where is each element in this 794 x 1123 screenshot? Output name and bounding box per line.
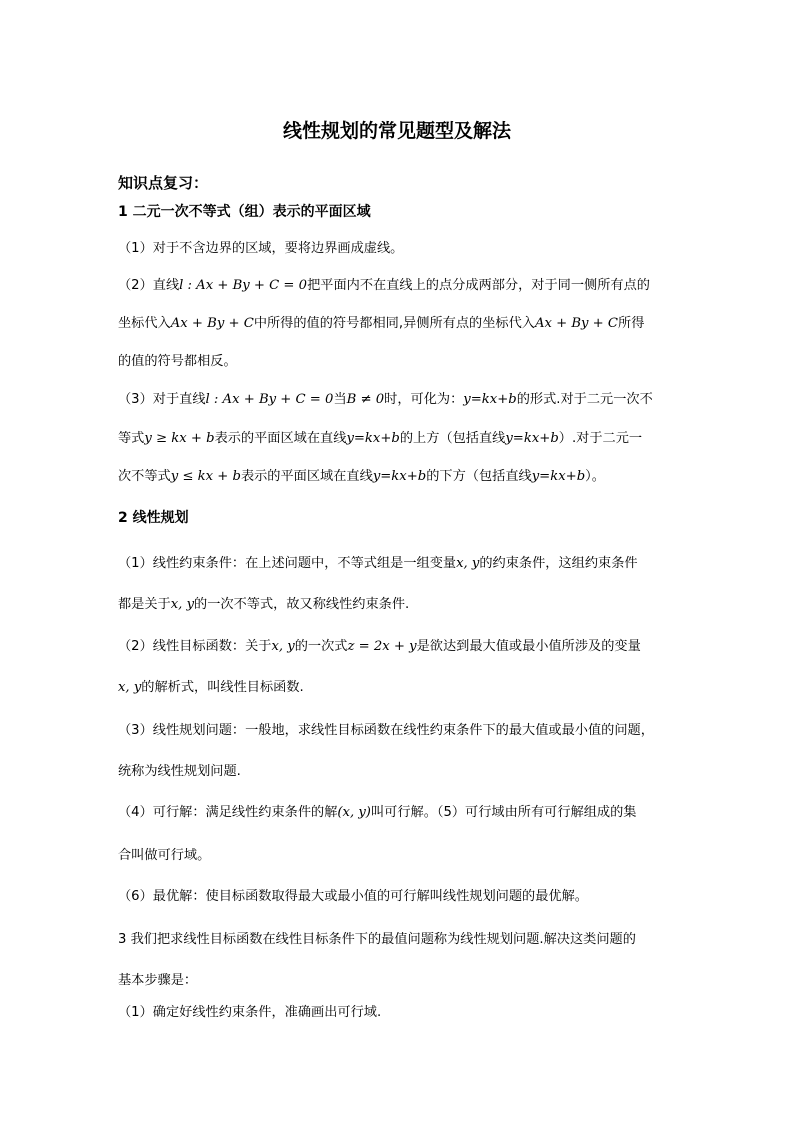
sec2-paragraph-6: （6）最优解：使目标函数取得最大或最小值的可行解叫线性规划问题的最优解。: [118, 889, 588, 904]
sec2-paragraph-2-line-2: x, y的解析式，叫线性目标函数.: [118, 680, 304, 695]
sec1-paragraph-3-line-2: 等式y ≥ kx + b表示的平面区域在直线y=kx+b的上方（包括直线y=kx+b）.对于二元一: [118, 431, 643, 446]
sec2-paragraph-3-line-1: （3）线性规划问题：一般地，求线性目标函数在线性约束条件下的最大值或最小值的问题，: [118, 723, 654, 738]
section-2-heading: 2 线性规划: [118, 510, 189, 526]
sec2-paragraph-4-line-1: （4）可行解：满足线性约束条件的解(x, y)叫可行解。（5）可行域由所有可行解组成的集: [118, 805, 637, 820]
sec1-paragraph-2-line-1: （2）直线l : Ax + By + C = 0把平面内不在直线上的点分成两部分，对于同一侧所有点的: [118, 278, 650, 293]
sec2-paragraph-3-line-2: 统称为线性规划问题.: [118, 764, 241, 779]
sec1-paragraph-2-line-2: 坐标代入Ax + By + C中所得的值的符号都相同,异侧所有点的坐标代入Ax + By + C所得: [118, 316, 645, 331]
sec3-paragraph-line-2: 基本步骤是：: [118, 973, 198, 988]
sec1-paragraph-2-line-3: 的值的符号都相反。: [118, 354, 237, 369]
sec1-paragraph-1: （1）对于不含边界的区域，要将边界画成虚线。: [118, 241, 404, 256]
sec2-paragraph-1-line-1: （1）线性约束条件：在上述问题中，不等式组是一组变量x, y的约束条件，这组约束条件: [118, 556, 638, 571]
sec2-paragraph-1-line-2: 都是关于x, y的一次不等式，故又称线性约束条件.: [118, 597, 410, 612]
sec3-paragraph-line-1: 3 我们把求线性目标函数在线性目标条件下的最值问题称为线性规划问题.解决这类问题的: [118, 932, 636, 947]
section-1-heading: 1 二元一次不等式（组）表示的平面区域: [118, 204, 371, 220]
page-title: 线性规划的常见题型及解法: [282, 120, 511, 142]
sec1-paragraph-3-line-3: 次不等式y ≤ kx + b表示的平面区域在直线y=kx+b的下方（包括直线y=kx+b）。: [118, 469, 605, 484]
sec1-paragraph-3-line-1: （3）对于直线l : Ax + By + C = 0当B ≠ 0时，可化为：y=kx+b的形式.对于二元一次不: [118, 392, 653, 407]
sec2-paragraph-4-line-2: 合叫做可行域。: [118, 848, 211, 863]
sec2-paragraph-2-line-1: （2）线性目标函数：关于x, y的一次式z = 2x + y是欲达到最大值或最小值所涉及的变量: [118, 639, 641, 654]
section-review-heading: 知识点复习：: [118, 174, 209, 192]
sec3-step-1: （1）确定好线性约束条件，准确画出可行域.: [118, 1005, 382, 1020]
